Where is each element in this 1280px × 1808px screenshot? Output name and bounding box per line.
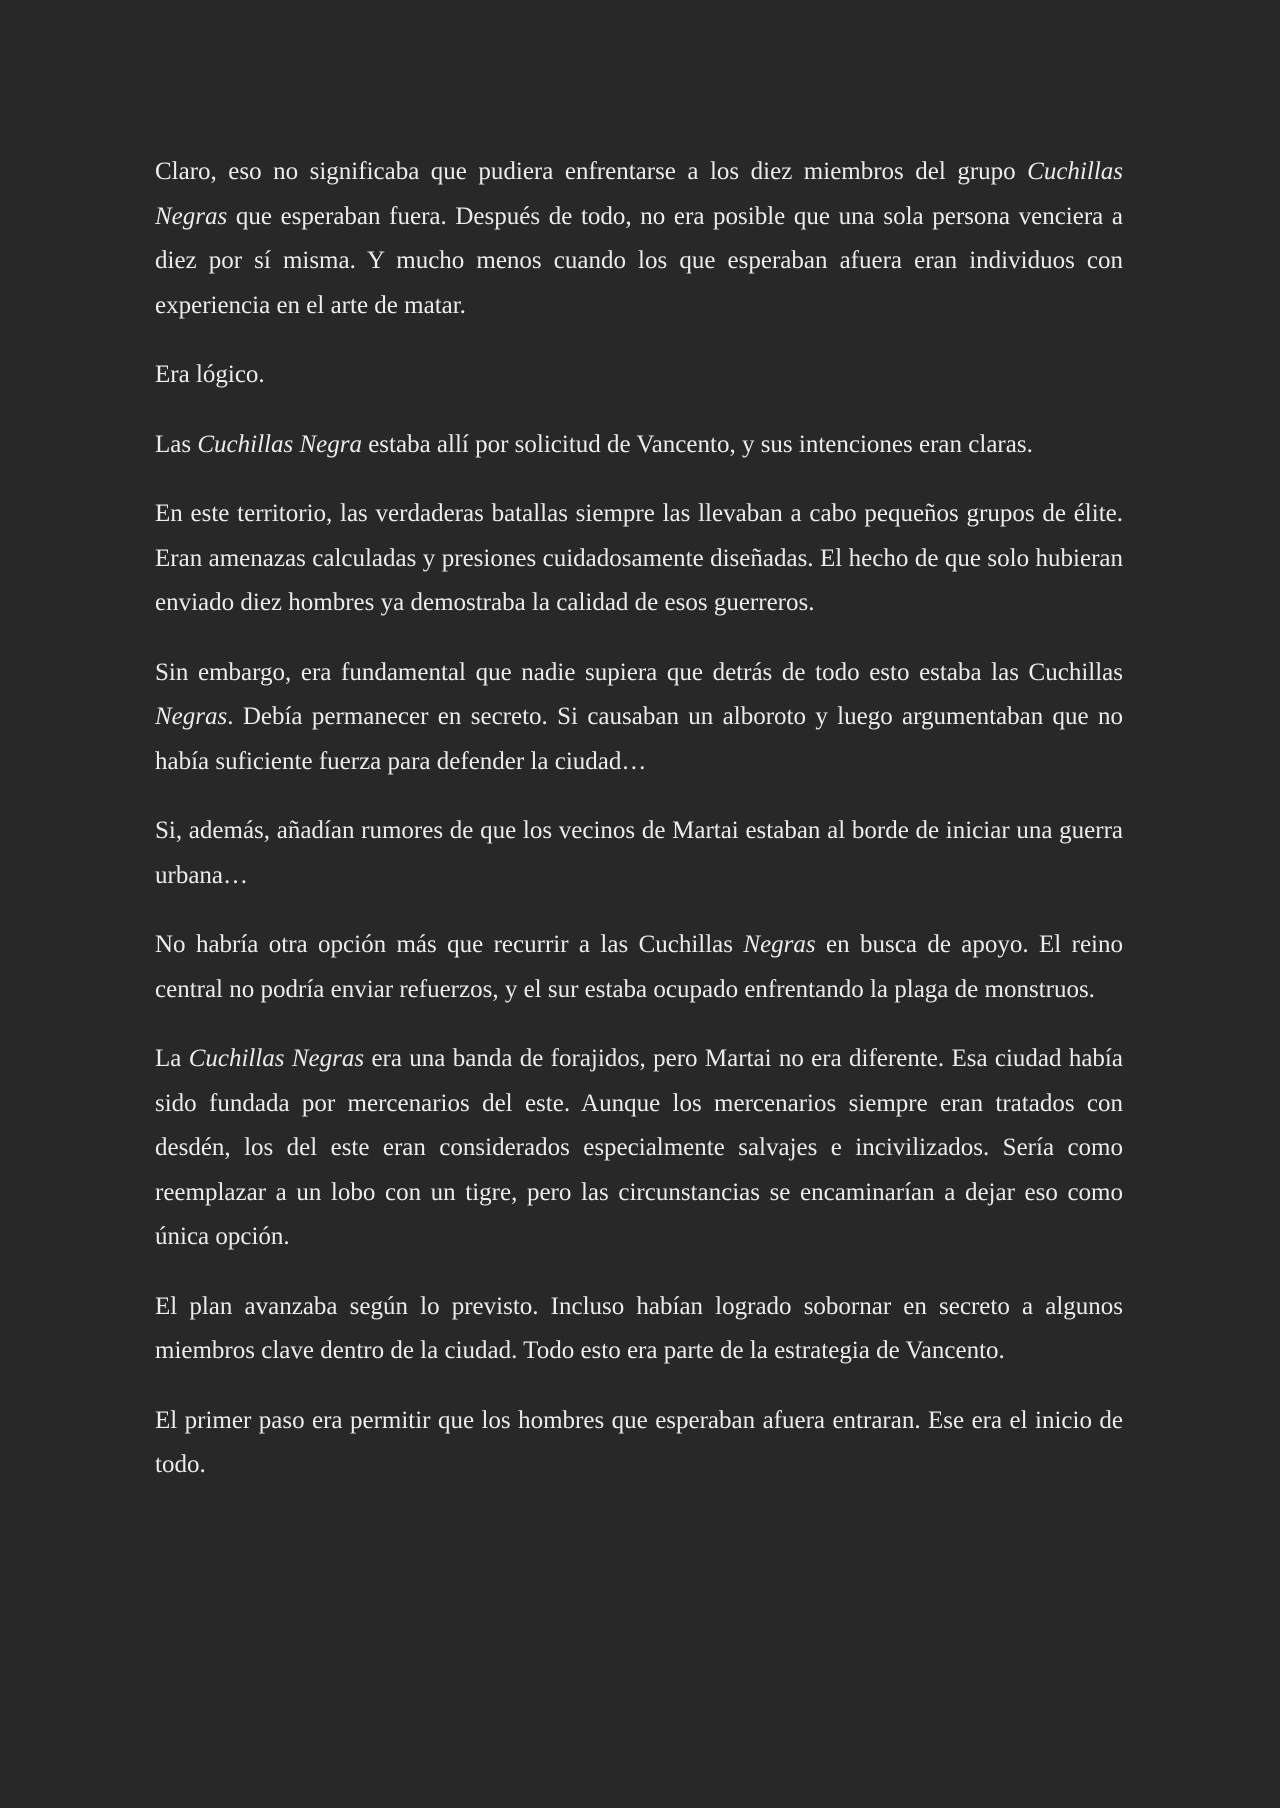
italic-name: Negras [155, 703, 228, 730]
paragraph [155, 809, 1123, 898]
text: que esperaban fuera. Después de todo, no era posible que una sola persona venciera a diez por sí misma. Y mucho menos cuando los que esperaban afuera eran individuos con experiencia en el arte de matar. [155, 202, 1123, 319]
italic-name: Cuchillas Negra [197, 430, 362, 458]
paragraph [155, 923, 1123, 1012]
paragraph [155, 423, 1123, 468]
text: era una banda de forajidos, pero Martai no era diferente. Esa ciudad había sido fundada por mercenarios del este. Aunque los mercenarios siempre eran tratados con desdén, los del este eran considerados especialmente salvajes e incivilizados. Sería como reemplazar a un lobo con un tigre, pero las circunstancias se encaminarían a dejar eso como única opción. [155, 1045, 1123, 1250]
text: En este territorio, las verdaderas batallas siempre las llevaban a cabo pequeños grupos de élite. Eran amenazas calculadas y presiones cuidadosamente diseñadas. El hecho de que solo hubieran enviado diez hombres ya demostraba la calidad de esos guerreros. [155, 500, 1123, 616]
paragraph [155, 353, 1123, 398]
chapter-text [155, 150, 1123, 1513]
text: El primer paso era permitir que los hombres que esperaban afuera entraran. Ese era el inicio de todo. [155, 1406, 1123, 1478]
italic-name: Negras [743, 931, 816, 958]
paragraph [155, 651, 1123, 785]
text: No habría otra opción más que recurrir a las Cuchillas [155, 931, 744, 958]
paragraph [155, 1037, 1123, 1260]
text: La [155, 1045, 189, 1072]
italic-name: Cuchillas Negras [155, 158, 1123, 230]
text: Era lógico. [155, 361, 265, 388]
text: . Debía permanecer en secreto. Si causaban un alboroto y luego argumentaban que no había suficiente fuerza para defender la ciudad… [155, 703, 1123, 775]
text: Claro, eso no significaba que pudiera enfrentarse a los diez miembros del grupo [155, 158, 1028, 185]
paragraph [155, 492, 1123, 626]
paragraph [155, 1399, 1123, 1488]
italic-name: Cuchillas Negras [188, 1045, 365, 1072]
text: en busca de apoyo. El reino central no podría enviar refuerzos, y el sur estaba ocupado enfrentando la plaga de monstruos. [155, 931, 1123, 1003]
paragraph [155, 150, 1123, 328]
text: estaba allí por solicitud de Vancento, y sus intenciones eran claras. [361, 430, 1033, 458]
text: El plan avanzaba según lo previsto. Incluso habían logrado sobornar en secreto a algunos miembros clave dentro de la ciudad. Todo esto era parte de la estrategia de Vancento. [155, 1292, 1123, 1364]
text: Las [155, 430, 198, 458]
paragraph [155, 1285, 1123, 1374]
text: Si, además, añadían rumores de que los vecinos de Martai estaban al borde de iniciar una guerra urbana… [155, 817, 1123, 889]
text: Sin embargo, era fundamental que nadie supiera que detrás de todo esto estaba las Cuchillas [155, 658, 1123, 686]
